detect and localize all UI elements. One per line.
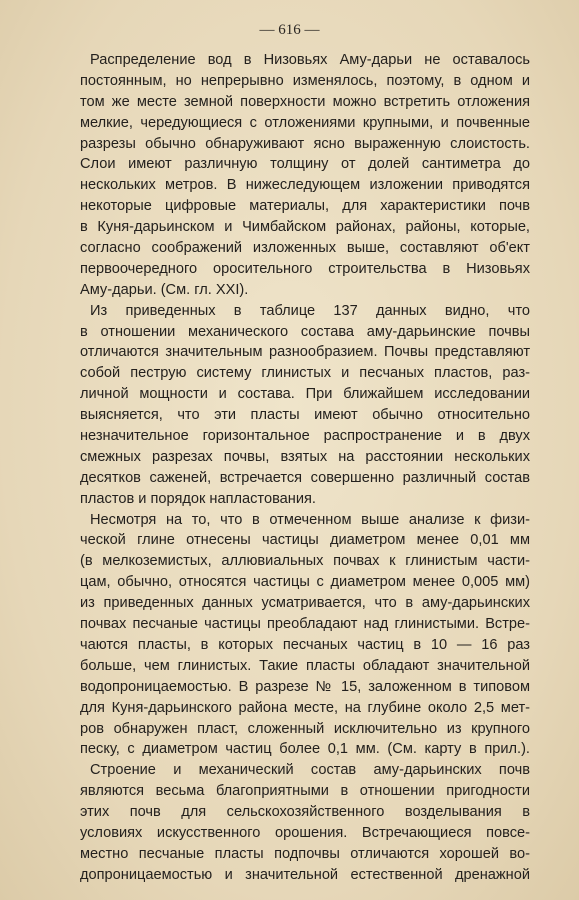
text-line: являются весьма благоприятными в отношении пригодности bbox=[80, 783, 530, 800]
text-line: цам, обычно, относятся частицы с диаметром менее 0,005 мм) bbox=[80, 574, 530, 591]
text-line: допроницаемостью и значительной естественной дренажной bbox=[80, 866, 530, 883]
text-line: в отношении механического состава аму-дарьинские почвы bbox=[80, 323, 530, 340]
text-line: в Куня-дарьинском и Чимбайском районах, районы, которые, bbox=[80, 219, 530, 236]
text-line: некоторые цифровые материалы, для характеристики почв bbox=[80, 198, 530, 215]
text-line: Из приведенных в таблице 137 данных видно, что bbox=[90, 302, 530, 319]
text-line: ческой глине отнесены частицы диаметром менее 0,01 мм bbox=[80, 532, 530, 549]
text-line: песку, с диаметром частиц более 0,1 мм. (См. карту в прил.). bbox=[80, 741, 530, 758]
text-line: мелкие, чередующиеся с отложениями крупными, и почвенные bbox=[80, 114, 530, 131]
text-line: Слои имеют различную толщину от долей сантиметра до bbox=[80, 156, 530, 173]
text-line: незначительное горизонтальное распространение и в двух bbox=[80, 428, 530, 445]
text-line: водопроницаемостью. В разрезе № 15, заложенном в типовом bbox=[80, 678, 530, 695]
text-line: выясняется, что эти пласты имеют обычно относительно bbox=[80, 407, 530, 424]
text-line: ров обнаружен пласт, сложенный исключительно из крупного bbox=[80, 720, 530, 737]
text-line: смежных разрезах почвы, взятых на расстоянии нескольких bbox=[80, 448, 530, 465]
text-line: местно песчаные пласты подпочвы отличаются хорошей во- bbox=[80, 845, 530, 862]
text-line: собой пеструю систему глинистых и песчаных пластов, раз- bbox=[80, 365, 530, 382]
text-line: чаются пласты, в которых песчаных частиц в 10 — 16 раз bbox=[80, 636, 530, 653]
text-line: больше, чем глинистых. Такие пласты обладают значительной bbox=[80, 657, 530, 674]
text-line: разрезы обычно обнаруживают ясно выраженную слоистость. bbox=[80, 135, 530, 152]
text-line: условиях искусственного орошения. Встречающиеся повсе- bbox=[80, 824, 530, 841]
text-line: для Куня-дарьинского района месте, на глубине около 2,5 мет- bbox=[80, 699, 530, 716]
text-line: из приведенных данных усматривается, что в аму-дарьинских bbox=[80, 595, 530, 612]
text-line: первоочередного оросительного строительства в Низовьях bbox=[80, 260, 530, 277]
text-line: постоянным, но непрерывно изменялось, поэтому, в одном и bbox=[80, 72, 530, 89]
text-line: Несмотря на то, что в отмеченном выше анализе к физи- bbox=[90, 511, 530, 528]
text-line: десятков саженей, встречается совершенно различный состав bbox=[80, 469, 530, 486]
text-line: согласно соображений изложенных выше, составляют об'ект bbox=[80, 240, 530, 257]
text-line: отличаются значительным разнообразием. Почвы представляют bbox=[80, 344, 530, 361]
body-text bbox=[80, 50, 530, 886]
text-line: личной мощности и состава. При ближайшем исследовании bbox=[80, 386, 530, 403]
text-line: Аму-дарьи. (См. гл. XXI). bbox=[80, 281, 249, 298]
text-line: пластов и порядок напластования. bbox=[80, 490, 316, 507]
text-line: почвах песчаные частицы преобладают над глинистыми. Встре- bbox=[80, 616, 530, 633]
text-line: том же месте земной поверхности можно встретить отложения bbox=[80, 93, 530, 110]
text-line: (в мелкоземистых, аллювиальных почвах к глинистым части- bbox=[80, 553, 530, 570]
text-line: этих почв для сельскохозяйственного возделывания в bbox=[80, 804, 530, 821]
page-number: — 616 — bbox=[259, 22, 320, 38]
text-line: Строение и механический состав аму-дарьинских почв bbox=[90, 762, 530, 779]
text-line: нескольких метров. В нижеследующем изложении приводятся bbox=[80, 177, 530, 194]
text-line: Распределение вод в Низовьях Аму-дарьи не оставалось bbox=[90, 52, 530, 68]
